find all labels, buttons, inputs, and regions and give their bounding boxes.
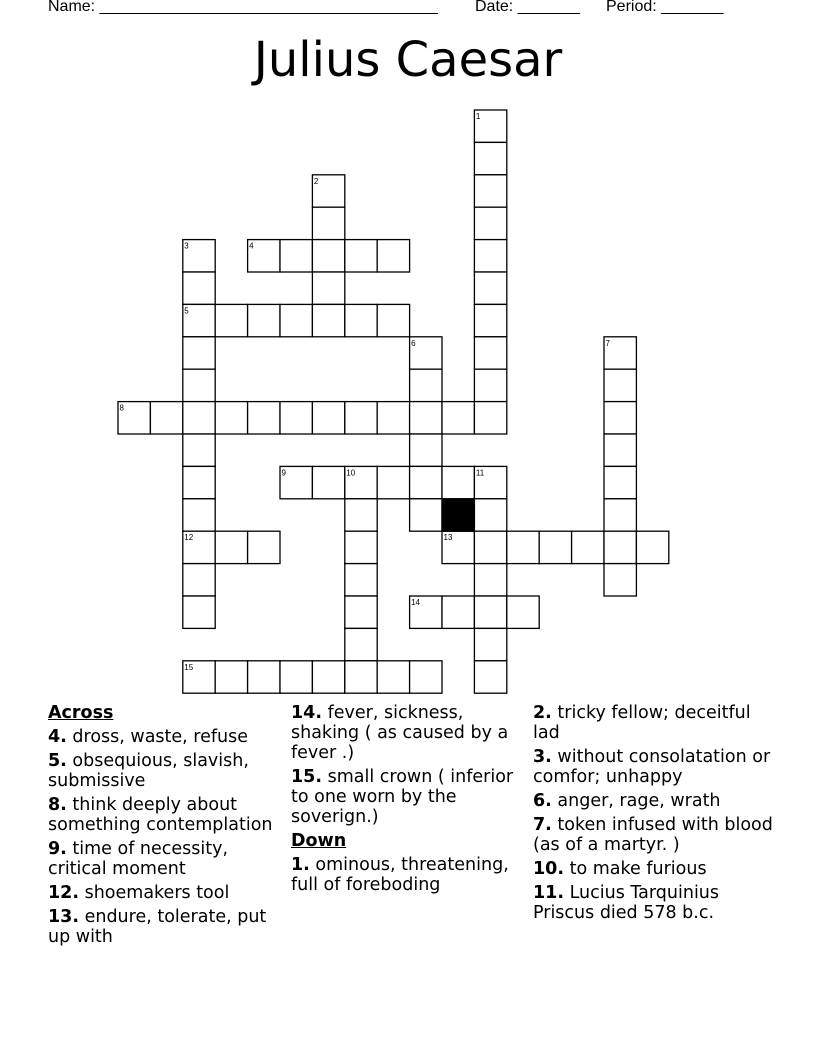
clue-number-label: 7 bbox=[605, 338, 610, 348]
crossword-cell[interactable] bbox=[150, 402, 182, 434]
crossword-cell[interactable] bbox=[183, 466, 215, 498]
clue-number-label: 9 bbox=[281, 468, 286, 478]
crossword-cell[interactable] bbox=[474, 661, 506, 693]
crossword-cell[interactable] bbox=[572, 531, 604, 563]
crossword-cell[interactable] bbox=[248, 304, 280, 336]
crossword-cell[interactable] bbox=[410, 369, 442, 401]
crossword-cell[interactable] bbox=[474, 402, 506, 434]
crossword-cell[interactable] bbox=[312, 272, 344, 304]
crossword-cell[interactable] bbox=[312, 402, 344, 434]
crossword-cell[interactable] bbox=[183, 434, 215, 466]
crossword-cell[interactable] bbox=[604, 531, 636, 563]
crossword-cell[interactable] bbox=[474, 207, 506, 239]
crossword-cell[interactable] bbox=[474, 564, 506, 596]
crossword-cell[interactable] bbox=[604, 369, 636, 401]
clue-across-12: 12. shoemakers tool bbox=[48, 883, 230, 903]
clue-across-15: 15. small crown ( inferior to one worn by the soverign.) bbox=[291, 767, 514, 827]
crossword-cell[interactable] bbox=[604, 402, 636, 434]
crossword-cell[interactable] bbox=[345, 564, 377, 596]
crossword-black-cell bbox=[442, 499, 474, 531]
crossword-cell[interactable] bbox=[280, 240, 312, 272]
clues-column-3 bbox=[533, 703, 773, 927]
clue-down-10: 10. to make furious bbox=[533, 859, 707, 879]
crossword-cell[interactable] bbox=[474, 304, 506, 336]
crossword-cell[interactable] bbox=[280, 402, 312, 434]
clue-down-7: 7. token infused with blood (as of a martyr. ) bbox=[533, 815, 773, 855]
crossword-cell[interactable] bbox=[474, 337, 506, 369]
clues-column-1 bbox=[48, 703, 283, 951]
crossword-cell[interactable] bbox=[183, 564, 215, 596]
crossword-cell[interactable] bbox=[377, 661, 409, 693]
clue-number-label: 5 bbox=[184, 306, 189, 316]
crossword-cell[interactable] bbox=[345, 304, 377, 336]
crossword-cell[interactable] bbox=[248, 402, 280, 434]
clues-column-2 bbox=[291, 703, 516, 899]
crossword-cell[interactable] bbox=[345, 402, 377, 434]
crossword-cell[interactable] bbox=[636, 531, 668, 563]
crossword-cell[interactable] bbox=[248, 531, 280, 563]
crossword-cell[interactable] bbox=[604, 564, 636, 596]
crossword-cell[interactable] bbox=[539, 531, 571, 563]
crossword-cell[interactable] bbox=[312, 207, 344, 239]
clue-number-label: 4 bbox=[249, 241, 254, 251]
crossword-cell[interactable] bbox=[312, 240, 344, 272]
crossword-cell[interactable] bbox=[312, 304, 344, 336]
crossword-cell[interactable] bbox=[312, 661, 344, 693]
crossword-cell[interactable] bbox=[377, 402, 409, 434]
crossword-cell[interactable] bbox=[377, 304, 409, 336]
crossword-cell[interactable] bbox=[183, 596, 215, 628]
crossword-cell[interactable] bbox=[248, 661, 280, 693]
clue-number-label: 8 bbox=[119, 403, 124, 413]
crossword-cell[interactable] bbox=[312, 466, 344, 498]
crossword-cell[interactable] bbox=[442, 596, 474, 628]
clue-number-label: 1 bbox=[475, 112, 481, 121]
crossword-cell[interactable] bbox=[474, 499, 506, 531]
crossword-cell[interactable] bbox=[215, 402, 247, 434]
crossword-cell[interactable] bbox=[442, 402, 474, 434]
clue-down-1: 1. ominous, threatening, full of foreboding bbox=[291, 855, 509, 895]
crossword-cell[interactable] bbox=[474, 369, 506, 401]
crossword-cell[interactable] bbox=[183, 272, 215, 304]
crossword-cell[interactable] bbox=[215, 531, 247, 563]
crossword-cell[interactable] bbox=[410, 402, 442, 434]
page-title: Julius Caesar bbox=[253, 32, 563, 88]
clue-across-9: 9. time of necessity, critical moment bbox=[48, 839, 229, 879]
crossword-cell[interactable] bbox=[507, 596, 539, 628]
crossword-cell[interactable] bbox=[604, 434, 636, 466]
crossword-cell[interactable] bbox=[410, 661, 442, 693]
clue-down-3: 3. without consolatation or comfor; unhappy bbox=[533, 747, 771, 787]
crossword-cell[interactable] bbox=[474, 628, 506, 660]
down-heading: Down bbox=[291, 831, 347, 851]
crossword-cell[interactable] bbox=[215, 304, 247, 336]
crossword-cell[interactable] bbox=[345, 596, 377, 628]
name-field[interactable]: Name: ______________________________________ bbox=[48, 0, 438, 15]
crossword-cell[interactable] bbox=[474, 531, 506, 563]
crossword-cell[interactable] bbox=[507, 531, 539, 563]
crossword-cell[interactable] bbox=[474, 272, 506, 304]
crossword-cell[interactable] bbox=[280, 304, 312, 336]
crossword-cell[interactable] bbox=[410, 434, 442, 466]
crossword-cell[interactable] bbox=[345, 240, 377, 272]
crossword-cell[interactable] bbox=[345, 531, 377, 563]
crossword-cell[interactable] bbox=[280, 661, 312, 693]
clue-number-label: 12 bbox=[184, 533, 194, 543]
clue-number-label: 13 bbox=[443, 533, 453, 543]
crossword-cell[interactable] bbox=[377, 240, 409, 272]
clue-number-label: 2 bbox=[313, 176, 319, 186]
crossword-cell[interactable] bbox=[410, 499, 442, 531]
clue-down-11: 11. Lucius Tarquinius Priscus died 578 b.c. bbox=[533, 883, 720, 923]
clue-across-13: 13. endure, tolerate, put up with bbox=[48, 907, 267, 947]
clue-number-label: 11 bbox=[475, 468, 485, 478]
crossword-cell[interactable] bbox=[410, 466, 442, 498]
crossword-cell[interactable] bbox=[345, 661, 377, 693]
crossword-cell[interactable] bbox=[474, 175, 506, 207]
clue-number-label: 15 bbox=[184, 662, 194, 672]
clue-down-2: 2. tricky fellow; deceitful lad bbox=[533, 703, 751, 743]
clue-down-6: 6. anger, rage, wrath bbox=[533, 791, 721, 811]
crossword-cell[interactable] bbox=[183, 499, 215, 531]
crossword-cell[interactable] bbox=[442, 466, 474, 498]
clue-number-label: 3 bbox=[184, 241, 189, 251]
crossword-cell[interactable] bbox=[474, 142, 506, 174]
clue-number-label: 6 bbox=[411, 338, 416, 348]
period-field[interactable]: Period: _______ bbox=[606, 0, 724, 15]
clue-across-8: 8. think deeply about something contemplation bbox=[48, 795, 273, 835]
clue-across-14: 14. fever, sickness, shaking ( as caused by a fever .) bbox=[291, 703, 509, 763]
clue-number-label: 10 bbox=[346, 468, 356, 478]
crossword-cell[interactable] bbox=[183, 337, 215, 369]
clue-across-5: 5. obsequious, slavish, submissive bbox=[48, 751, 249, 791]
date-field[interactable]: Date: _______ bbox=[475, 0, 580, 15]
crossword-cell[interactable] bbox=[474, 240, 506, 272]
crossword-cell[interactable] bbox=[604, 499, 636, 531]
crossword-cell[interactable] bbox=[377, 466, 409, 498]
clue-number-label: 14 bbox=[411, 598, 421, 607]
crossword-cell[interactable] bbox=[183, 369, 215, 401]
across-heading: Across bbox=[48, 703, 114, 723]
crossword-cell[interactable] bbox=[345, 499, 377, 531]
crossword-cell[interactable] bbox=[474, 596, 506, 628]
crossword-cell[interactable] bbox=[215, 661, 247, 693]
crossword-cell[interactable] bbox=[183, 402, 215, 434]
crossword-cell[interactable] bbox=[604, 466, 636, 498]
crossword-cell[interactable] bbox=[345, 628, 377, 660]
clue-across-4: 4. dross, waste, refuse bbox=[48, 727, 249, 747]
